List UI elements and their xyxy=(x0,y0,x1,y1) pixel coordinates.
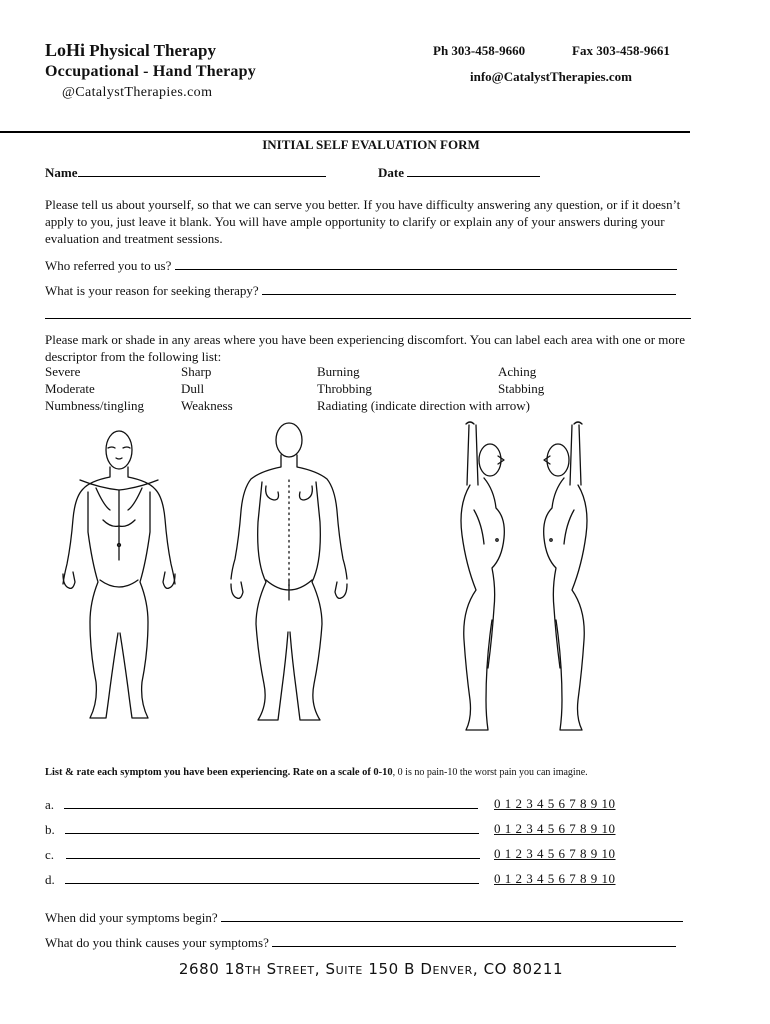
pain-scale[interactable]: 0 1 2 3 4 5 6 7 8 9 10 xyxy=(494,796,616,811)
symptoms-title-rest: , 0 is no pain-10 the worst pain you can imagine. xyxy=(392,767,588,778)
body-left-side-figure[interactable] xyxy=(461,422,504,730)
body-front-figure[interactable] xyxy=(63,431,175,718)
symptom-letter: c. xyxy=(45,847,55,862)
clinic-name-rest: Physical Therapy xyxy=(89,41,216,60)
descriptor: Burning xyxy=(317,364,360,379)
reason-blank[interactable] xyxy=(262,283,676,295)
body-right-side-figure[interactable] xyxy=(544,422,587,730)
body-back-figure[interactable] xyxy=(231,423,347,720)
clinic-subtitle: Occupational - Hand Therapy xyxy=(45,63,256,80)
descriptor: Moderate xyxy=(45,381,95,396)
referred-blank[interactable] xyxy=(175,258,677,270)
pain-scale[interactable]: 0 1 2 3 4 5 6 7 8 9 10 xyxy=(494,871,616,886)
symptom-row[interactable] xyxy=(45,871,479,889)
symptom-blank[interactable] xyxy=(66,847,480,859)
descriptor: Throbbing xyxy=(317,381,372,396)
form-title: INITIAL SELF EVALUATION FORM xyxy=(262,137,480,152)
cause-label: What do you think causes your symptoms? xyxy=(45,935,269,950)
symptoms-title xyxy=(45,767,588,778)
symptom-row[interactable] xyxy=(45,796,478,814)
symptom-blank[interactable] xyxy=(65,822,479,834)
symptom-blank[interactable] xyxy=(65,872,479,884)
began-label: When did your symptoms begin? xyxy=(45,910,218,925)
date-field[interactable] xyxy=(378,165,540,181)
descriptor: Radiating (indicate direction with arrow) xyxy=(317,398,530,413)
reason-extra-line[interactable] xyxy=(45,318,691,319)
began-blank[interactable] xyxy=(221,910,683,922)
descriptor: Dull xyxy=(181,381,205,396)
fax-number: Fax 303-458-9661 xyxy=(572,43,670,58)
reason-question[interactable] xyxy=(45,283,676,299)
name-label: Name xyxy=(45,165,78,180)
reason-label: What is your reason for seeking therapy? xyxy=(45,283,259,298)
name-blank[interactable] xyxy=(78,165,326,177)
began-question[interactable] xyxy=(45,910,683,926)
intro-paragraph: Please tell us about yourself, so that we can serve you better. If you have difficulty answering any question, or if it doesn’t apply to you, just leave it blank. You will have ample opportunity to clarify or explain any of your answers during your evaluation and treatment sessions. xyxy=(45,197,681,246)
clinic-name-bold: LoHi xyxy=(45,40,86,60)
symptom-row[interactable] xyxy=(45,821,479,839)
body-diagram[interactable] xyxy=(0,420,770,740)
date-blank[interactable] xyxy=(407,165,540,177)
symptoms-title-range: 0-10 xyxy=(373,767,393,778)
body-instructions: Please mark or shade in any areas where you have been experiencing discomfort. You can label each area with one or more descriptor from the following list: xyxy=(45,332,686,364)
clinic-handle: @CatalystTherapies.com xyxy=(62,85,213,100)
symptom-row[interactable] xyxy=(45,846,480,864)
pain-scale[interactable]: 0 1 2 3 4 5 6 7 8 9 10 xyxy=(494,846,616,861)
descriptor: Sharp xyxy=(181,364,212,379)
descriptor: Aching xyxy=(498,364,537,379)
descriptor: Stabbing xyxy=(498,381,545,396)
symptom-letter: d. xyxy=(45,872,55,887)
email-address: info@CatalystTherapies.com xyxy=(470,69,632,84)
descriptor: Severe xyxy=(45,364,81,379)
descriptor: Weakness xyxy=(181,398,233,413)
descriptor: Numbness/tingling xyxy=(45,398,144,413)
symptom-blank[interactable] xyxy=(64,797,478,809)
clinic-name xyxy=(45,40,216,61)
symptoms-title-bold: List & rate each symptom you have been experiencing. xyxy=(45,767,291,778)
cause-blank[interactable] xyxy=(272,935,676,947)
phone-number: Ph 303-458-9660 xyxy=(433,43,526,58)
footer-address: 2680 18th Street, Suite 150 B Denver, CO 80211 xyxy=(178,960,564,978)
date-label: Date xyxy=(378,165,404,180)
header-divider xyxy=(0,131,690,133)
symptom-letter: b. xyxy=(45,822,55,837)
symptoms-title-mid: Rate on a scale of xyxy=(292,767,371,778)
pain-scale[interactable]: 0 1 2 3 4 5 6 7 8 9 10 xyxy=(494,821,616,836)
name-field[interactable] xyxy=(45,165,326,181)
symptom-letter: a. xyxy=(45,797,55,812)
referred-question[interactable] xyxy=(45,258,677,274)
cause-question[interactable] xyxy=(45,935,676,951)
referred-label: Who referred you to us? xyxy=(45,258,172,273)
